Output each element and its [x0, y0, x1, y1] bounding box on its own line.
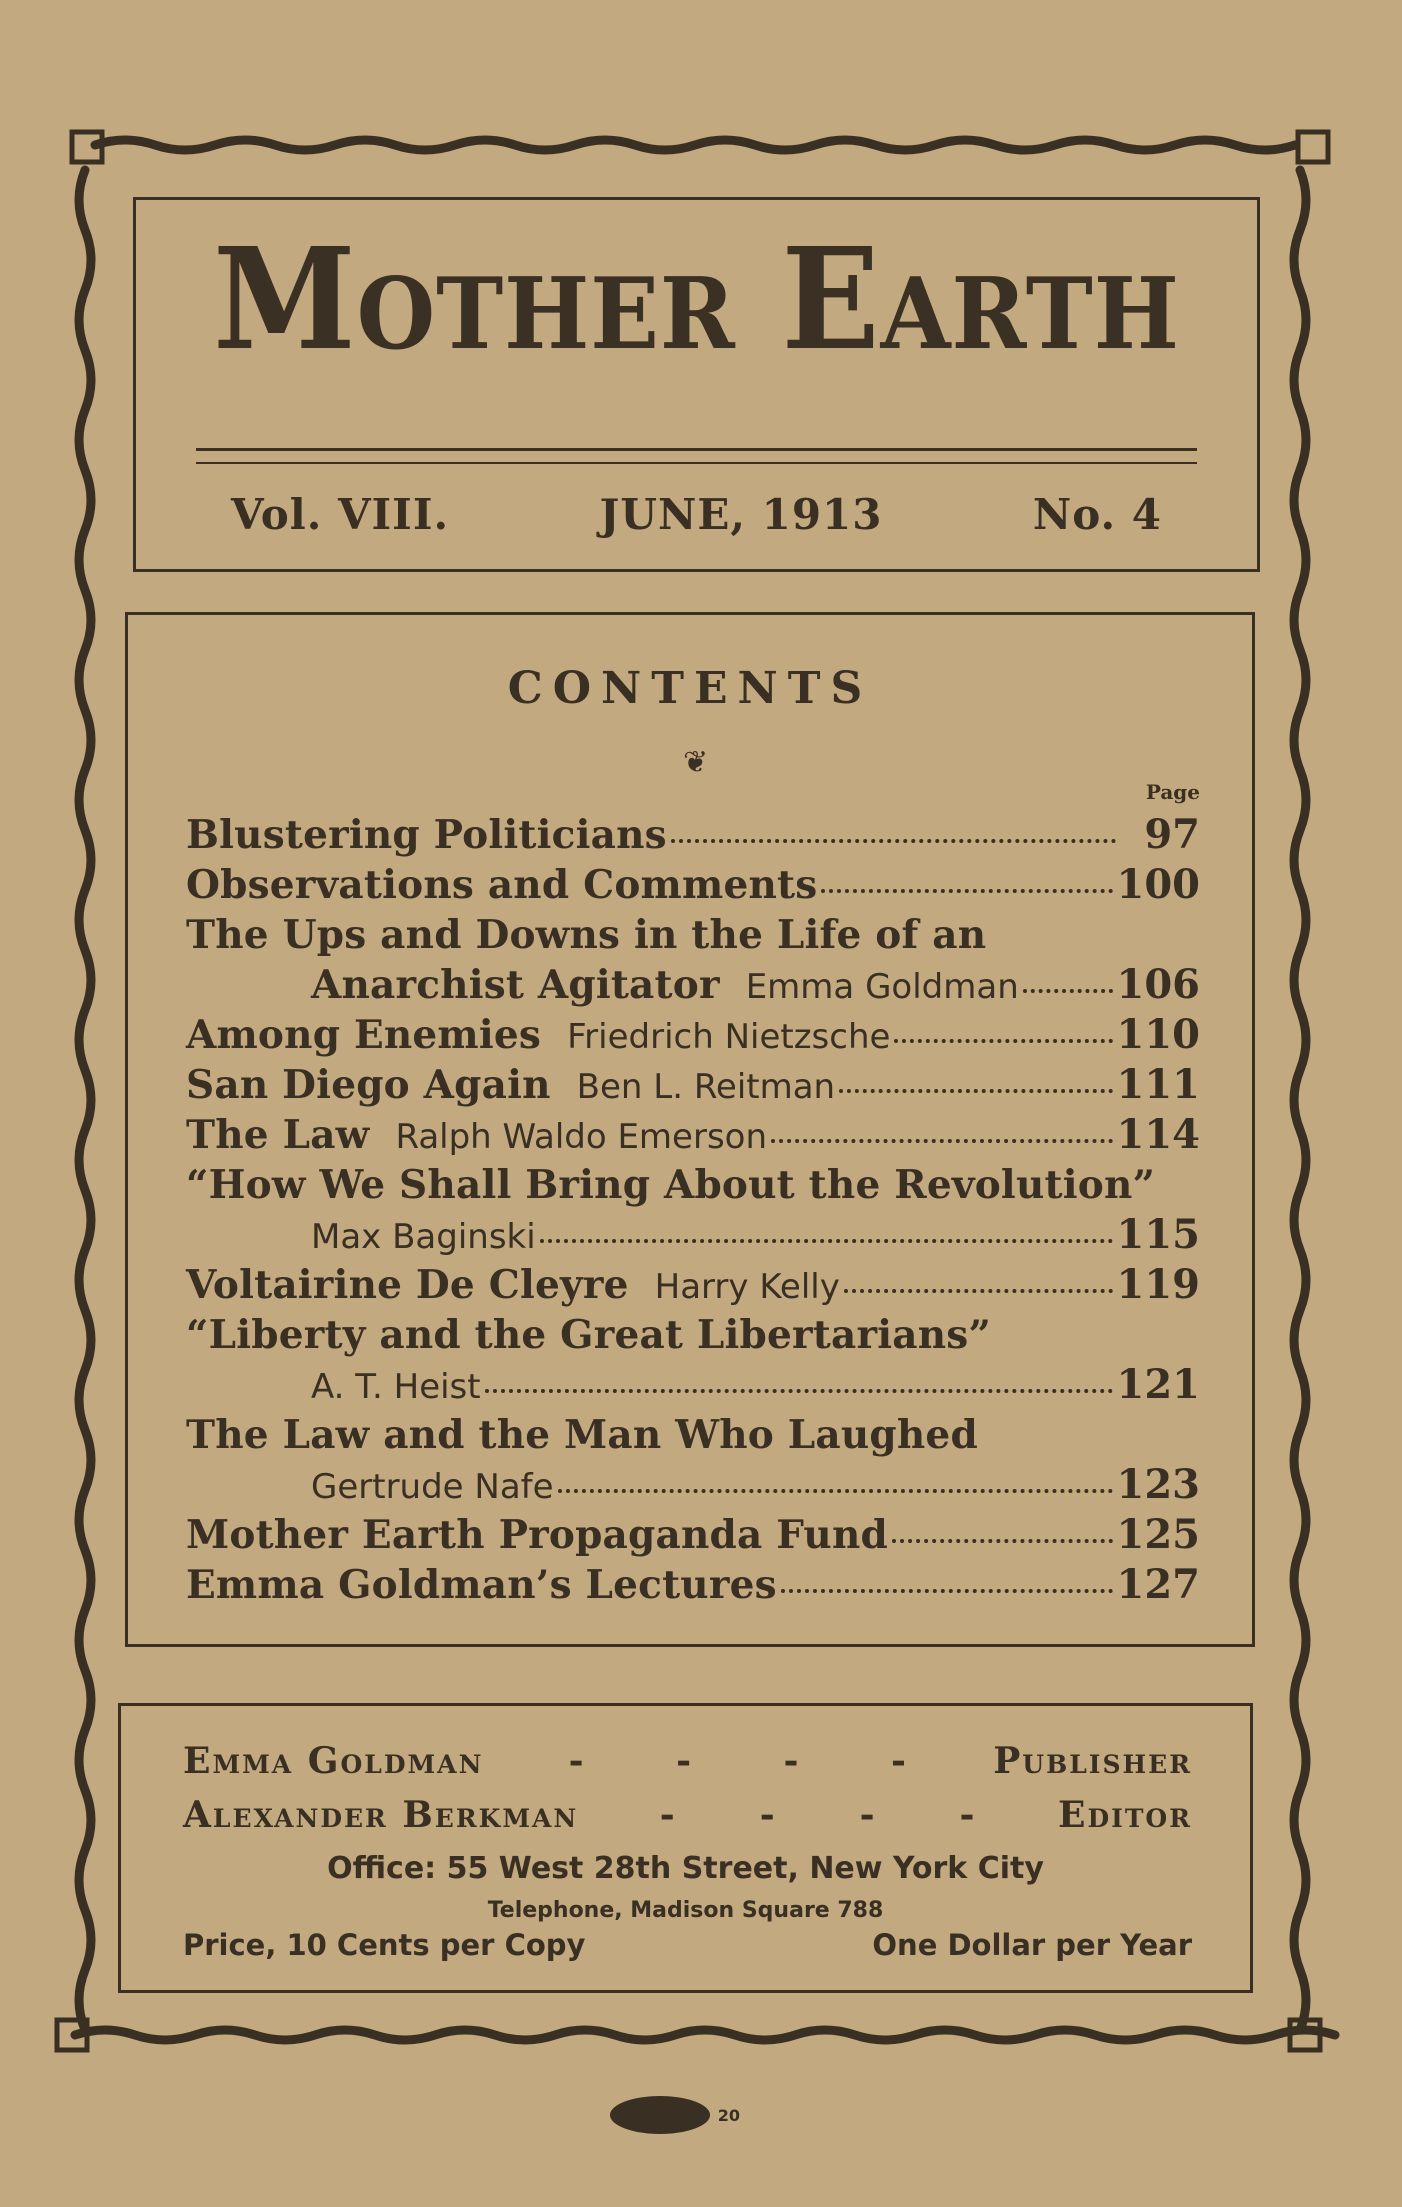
price-per-year: One Dollar per Year: [872, 1928, 1192, 1962]
toc-entry: [186, 1110, 1200, 1160]
telephone: Telephone, Madison Square 788: [487, 1898, 884, 1923]
editor-name: Alexander Berkman: [183, 1794, 579, 1836]
toc-page: 111: [1116, 1061, 1200, 1108]
leader-dots: [821, 889, 1112, 893]
union-label-number: 20: [717, 2105, 740, 2125]
toc-entry: [186, 1160, 1200, 1210]
toc-author: Emma Goldman: [745, 967, 1019, 1007]
toc-entry: [186, 1310, 1200, 1360]
issue-number: No. 4: [1032, 490, 1162, 539]
toc-page: 106: [1116, 961, 1200, 1008]
leader-dots: [1023, 989, 1113, 993]
masthead-title: Mother Earth: [213, 218, 1180, 382]
publisher-name: Emma Goldman: [183, 1740, 484, 1782]
toc-title: Emma Goldman’s Lectures: [186, 1562, 777, 1608]
toc-title: Anarchist Agitator: [311, 962, 720, 1008]
toc-entry-continued: [186, 1360, 1200, 1410]
toc-page: 114: [1116, 1111, 1200, 1158]
editor-row: [183, 1794, 1192, 1836]
leader-dots: [540, 1239, 1113, 1243]
issue-date: JUNE, 1913: [599, 490, 883, 539]
toc-author: Harry Kelly: [654, 1267, 840, 1307]
contents-heading: CONTENTS: [507, 663, 873, 714]
fleuron-icon: ❦: [683, 745, 709, 780]
toc-page: 119: [1116, 1261, 1200, 1308]
toc-title: The Law: [186, 1112, 370, 1158]
masthead-box: [133, 197, 1260, 572]
leader-dots: [671, 839, 1116, 843]
toc-title: “How We Shall Bring About the Revolution”: [186, 1162, 1156, 1208]
toc-entry: [186, 1560, 1200, 1610]
publisher-row: [183, 1740, 1192, 1782]
union-label: [610, 2094, 740, 2136]
page-column-label: Page: [1145, 780, 1200, 804]
toc-title: Among Enemies: [186, 1012, 542, 1058]
leader-dots: [558, 1489, 1113, 1493]
price-row: [183, 1928, 1192, 1962]
toc-entry: [186, 1410, 1200, 1460]
toc-title: The Ups and Downs in the Life of an: [186, 912, 987, 958]
table-of-contents: [186, 810, 1200, 1610]
leader-dots: [844, 1289, 1113, 1293]
toc-page: 127: [1116, 1561, 1200, 1608]
toc-entry-continued: [186, 1210, 1200, 1260]
toc-page: 125: [1116, 1511, 1200, 1558]
contents-box: [125, 612, 1255, 1647]
leader-dots: [894, 1039, 1112, 1043]
toc-author: Max Baginski: [311, 1217, 536, 1257]
toc-title: The Law and the Man Who Laughed: [186, 1412, 978, 1458]
toc-entry: [186, 1260, 1200, 1310]
toc-page: 115: [1116, 1211, 1200, 1258]
toc-author: A. T. Heist: [311, 1367, 481, 1407]
office-address: Office: 55 West 28th Street, New York City: [327, 1851, 1044, 1886]
leader-dots: [485, 1389, 1113, 1393]
toc-entry: [186, 810, 1200, 860]
toc-page: 121: [1116, 1361, 1200, 1408]
toc-entry-continued: [186, 960, 1200, 1010]
masthead-rule-thin: [196, 462, 1197, 464]
toc-title: Blustering Politicians: [186, 812, 667, 858]
toc-page: 110: [1116, 1011, 1200, 1058]
toc-title: Mother Earth Propaganda Fund: [186, 1512, 889, 1558]
union-label-icon: [610, 2096, 710, 2134]
toc-title: “Liberty and the Great Libertarians”: [186, 1312, 992, 1358]
leader-dots: [771, 1139, 1112, 1143]
toc-author: Ralph Waldo Emerson: [395, 1117, 768, 1157]
leader-dots: [839, 1089, 1112, 1093]
toc-author: Friedrich Nietzsche: [567, 1017, 891, 1057]
publisher-role: Publisher: [993, 1740, 1192, 1782]
leader-dots: [781, 1589, 1113, 1593]
toc-title: Observations and Comments: [186, 862, 818, 908]
price-per-copy: Price, 10 Cents per Copy: [183, 1928, 586, 1962]
publisher-box: [118, 1703, 1253, 1993]
toc-title: Voltairine De Cleyre: [186, 1262, 629, 1308]
toc-entry: [186, 1010, 1200, 1060]
toc-page: 97: [1144, 811, 1200, 858]
editor-role: Editor: [1058, 1794, 1192, 1836]
separator-dashes: - - - -: [659, 1794, 977, 1836]
toc-entry-continued: [186, 1460, 1200, 1510]
issue-info: [231, 490, 1162, 539]
leader-dots: [892, 1539, 1112, 1543]
toc-title: San Diego Again: [186, 1062, 551, 1108]
separator-dashes: - - - -: [568, 1740, 908, 1782]
toc-entry: [186, 910, 1200, 960]
toc-entry: [186, 860, 1200, 910]
toc-author: Gertrude Nafe: [311, 1467, 554, 1507]
toc-entry: [186, 1510, 1200, 1560]
volume-label: Vol. VIII.: [231, 490, 450, 539]
toc-page: 123: [1116, 1461, 1200, 1508]
toc-author: Ben L. Reitman: [576, 1067, 836, 1107]
toc-entry: [186, 1060, 1200, 1110]
toc-page: 100: [1116, 861, 1200, 908]
masthead-rule: [196, 448, 1197, 451]
